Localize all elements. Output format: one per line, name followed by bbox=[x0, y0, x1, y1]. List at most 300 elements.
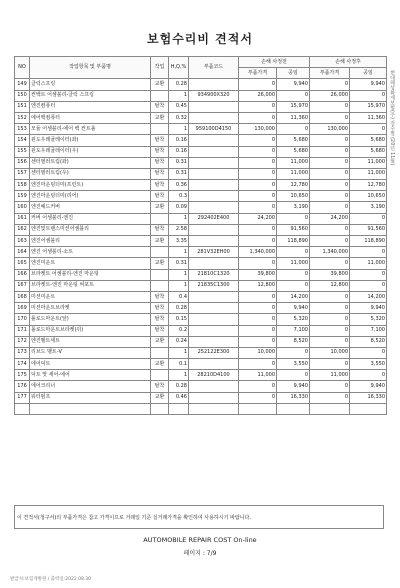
row-part-code: 934900X320 bbox=[189, 90, 239, 101]
row-labor-after bbox=[350, 403, 387, 414]
table-row bbox=[15, 303, 387, 314]
row-no: 173 bbox=[15, 347, 30, 358]
disclaimer-note: 이 견적서(청구서)의 부품가격은 참고 가격이므로 거래일 기준 실거래가격을 확인하여 사용하시기 바랍니다. bbox=[14, 505, 384, 529]
row-work-type: 교환 bbox=[151, 112, 169, 123]
row-part-code: 252122E300 bbox=[189, 347, 239, 358]
row-parts-before: 0 bbox=[239, 79, 277, 90]
row-part-code bbox=[189, 336, 239, 347]
estimate-table bbox=[14, 56, 387, 415]
row-parts-after: 11,000 bbox=[310, 370, 350, 381]
row-parts-before: 11,000 bbox=[239, 370, 277, 381]
row-parts-before: 0 bbox=[239, 303, 277, 314]
row-part-code bbox=[189, 168, 239, 179]
row-item-name: 엔진헤드커버 bbox=[30, 202, 151, 213]
row-work-type bbox=[151, 347, 169, 358]
row-part-code bbox=[189, 392, 239, 403]
row-hqs: 0.31 bbox=[169, 168, 189, 179]
row-labor-after: 0 bbox=[350, 247, 387, 258]
row-parts-after: 0 bbox=[310, 325, 350, 336]
row-parts-after: 24,200 bbox=[310, 213, 350, 224]
row-work-type bbox=[151, 370, 169, 381]
row-labor-after: 9,940 bbox=[350, 381, 387, 392]
row-hqs: 0.16 bbox=[169, 146, 189, 157]
row-hqs: 0.31 bbox=[169, 157, 189, 168]
row-labor-before: 9,940 bbox=[277, 79, 310, 90]
table-row bbox=[15, 224, 387, 235]
row-item-name: 브라켓트-엔진 마운팅 써포트 bbox=[30, 280, 151, 291]
row-hqs: 0.28 bbox=[169, 381, 189, 392]
row-no: 160 bbox=[15, 202, 30, 213]
row-labor-after: 5,680 bbox=[350, 146, 387, 157]
row-item-name: 엔진및트랜스미션어셈블리 bbox=[30, 224, 151, 235]
row-parts-after: 26,000 bbox=[310, 90, 350, 101]
row-work-type: 탈착 bbox=[151, 180, 169, 191]
row-parts-after: 0 bbox=[310, 291, 350, 302]
row-hqs: 0.09 bbox=[169, 202, 189, 213]
row-no: 168 bbox=[15, 291, 30, 302]
row-labor-before: 0 bbox=[277, 90, 310, 101]
row-no: 161 bbox=[15, 213, 30, 224]
row-labor-before: 7,100 bbox=[277, 325, 310, 336]
row-no: 162 bbox=[15, 224, 30, 235]
row-hqs: 0.32 bbox=[169, 112, 189, 123]
row-parts-before: 0 bbox=[239, 112, 277, 123]
row-parts-before: 0 bbox=[239, 236, 277, 247]
row-labor-before: 9,940 bbox=[277, 303, 310, 314]
row-work-type: 교환 bbox=[151, 336, 169, 347]
row-parts-after: 0 bbox=[310, 79, 350, 90]
table-row bbox=[15, 291, 387, 302]
row-labor-before: 0 bbox=[277, 280, 310, 291]
row-item-name: 모듈 어셈블리-에어 백 컨트롤 bbox=[30, 124, 151, 135]
row-work-type: 탈착 bbox=[151, 101, 169, 112]
row-labor-before: 12,780 bbox=[277, 180, 310, 191]
document-title: 보험수리비 견적서 bbox=[147, 32, 253, 46]
row-parts-before: 0 bbox=[239, 202, 277, 213]
row-item-name: 덕트 맛 세어-에어 bbox=[30, 370, 151, 381]
row-parts-before: 39,800 bbox=[239, 269, 277, 280]
row-item-name: 엔진미운트 bbox=[30, 258, 151, 269]
row-labor-after: 12,780 bbox=[350, 180, 387, 191]
table-row bbox=[15, 191, 387, 202]
row-parts-after: 0 bbox=[310, 112, 350, 123]
header-parts-before: 부품가격 bbox=[239, 68, 277, 79]
row-no: 166 bbox=[15, 269, 30, 280]
row-item-name: 엔진벨트세트 bbox=[30, 336, 151, 347]
row-parts-before: 0 bbox=[239, 392, 277, 403]
row-item-name: 엔진마운팅더미(리어) bbox=[30, 191, 151, 202]
row-parts-after: 0 bbox=[310, 381, 350, 392]
row-parts-after: 0 bbox=[310, 168, 350, 179]
table-row bbox=[15, 403, 387, 414]
row-labor-after: 16,330 bbox=[350, 392, 387, 403]
header-hqs: H,Q,% bbox=[169, 57, 189, 79]
row-labor-before: 15,970 bbox=[277, 101, 310, 112]
row-parts-after: 130,000 bbox=[310, 124, 350, 135]
row-work-type: 탈착 bbox=[151, 146, 169, 157]
row-parts-before: 0 bbox=[239, 314, 277, 325]
row-labor-before: 91,560 bbox=[277, 224, 310, 235]
row-no: 170 bbox=[15, 314, 30, 325]
row-parts-before bbox=[239, 403, 277, 414]
row-part-code bbox=[189, 291, 239, 302]
row-hqs: 0.31 bbox=[169, 258, 189, 269]
row-labor-after: 0 bbox=[350, 347, 387, 358]
row-parts-before: 0 bbox=[239, 135, 277, 146]
row-labor-after: 11,000 bbox=[350, 157, 387, 168]
row-item-name: 워터펌프 bbox=[30, 392, 151, 403]
row-part-code bbox=[189, 303, 239, 314]
table-row bbox=[15, 101, 387, 112]
row-labor-after: 11,000 bbox=[350, 258, 387, 269]
row-item-name bbox=[30, 403, 151, 414]
table-row bbox=[15, 157, 387, 168]
row-no: 157 bbox=[15, 168, 30, 179]
row-labor-before: 11,000 bbox=[277, 157, 310, 168]
row-parts-after: 0 bbox=[310, 359, 350, 370]
row-no bbox=[15, 403, 30, 414]
table-row bbox=[15, 392, 387, 403]
row-hqs: 1 bbox=[169, 370, 189, 381]
table-row bbox=[15, 370, 387, 381]
row-part-code bbox=[189, 146, 239, 157]
row-labor-before: 0 bbox=[277, 124, 310, 135]
row-work-type: 탈착 bbox=[151, 168, 169, 179]
row-part-code: 292402E400 bbox=[189, 213, 239, 224]
row-item-name: 윈도우레귤레이터(좌) bbox=[30, 135, 151, 146]
row-item-name: 엔진마운팅더미(프런트) bbox=[30, 180, 151, 191]
table-row bbox=[15, 90, 387, 101]
row-parts-before: 24,200 bbox=[239, 213, 277, 224]
row-labor-before: 0 bbox=[277, 269, 310, 280]
row-work-type: 교환 bbox=[151, 79, 169, 90]
row-labor-before: 11,000 bbox=[277, 258, 310, 269]
row-parts-after: 0 bbox=[310, 180, 350, 191]
row-part-code bbox=[189, 325, 239, 336]
row-hqs: 1 bbox=[169, 280, 189, 291]
table-row bbox=[15, 124, 387, 135]
row-labor-before: 0 bbox=[277, 247, 310, 258]
header-parts-after: 부품가격 bbox=[310, 68, 350, 79]
row-part-code: 959100D4150 bbox=[189, 124, 239, 135]
row-labor-after: 0 bbox=[350, 370, 387, 381]
row-hqs: 1 bbox=[169, 269, 189, 280]
row-item-name: 커버 어셈블리-엔진 bbox=[30, 213, 151, 224]
row-labor-before: 118,890 bbox=[277, 236, 310, 247]
row-no: 165 bbox=[15, 258, 30, 269]
row-item-name: 엔진어셈블리 bbox=[30, 236, 151, 247]
row-part-code bbox=[189, 191, 239, 202]
row-work-type bbox=[151, 247, 169, 258]
row-parts-after: 0 bbox=[310, 236, 350, 247]
row-parts-before: 0 bbox=[239, 258, 277, 269]
table-row bbox=[15, 79, 387, 90]
row-parts-after: 0 bbox=[310, 392, 350, 403]
row-labor-after: 0 bbox=[350, 90, 387, 101]
row-item-name: 센터필러트림(우) bbox=[30, 168, 151, 179]
header-code: 부품코드 bbox=[189, 57, 239, 79]
row-parts-before: 0 bbox=[239, 191, 277, 202]
row-hqs: 0.46 bbox=[169, 392, 189, 403]
table-row bbox=[15, 336, 387, 347]
table-row bbox=[15, 213, 387, 224]
table-row bbox=[15, 112, 387, 123]
row-parts-after: 12,800 bbox=[310, 280, 350, 291]
table-row bbox=[15, 202, 387, 213]
row-parts-before: 0 bbox=[239, 325, 277, 336]
row-part-code bbox=[189, 202, 239, 213]
row-labor-after: 15,970 bbox=[350, 101, 387, 112]
table-row bbox=[15, 381, 387, 392]
row-parts-before: 0 bbox=[239, 101, 277, 112]
table-row bbox=[15, 314, 387, 325]
row-hqs: 3.35 bbox=[169, 236, 189, 247]
row-no: 174 bbox=[15, 359, 30, 370]
row-work-type bbox=[151, 280, 169, 291]
table-row bbox=[15, 359, 387, 370]
row-item-name: 롤로드마운트브라켓(뒤) bbox=[30, 325, 151, 336]
row-parts-after: 39,800 bbox=[310, 269, 350, 280]
row-parts-after: 0 bbox=[310, 191, 350, 202]
row-parts-after: 0 bbox=[310, 224, 350, 235]
row-labor-after: 9,940 bbox=[350, 79, 387, 90]
row-hqs: 0.28 bbox=[169, 303, 189, 314]
row-work-type: 교환 bbox=[151, 392, 169, 403]
row-hqs: 0.3 bbox=[169, 191, 189, 202]
row-no: 159 bbox=[15, 191, 30, 202]
row-item-name: 컨백트 어셈블리-클럭 스프링 bbox=[30, 90, 151, 101]
row-labor-after: 0 bbox=[350, 269, 387, 280]
row-work-type bbox=[151, 90, 169, 101]
row-item-name: 엔진 어셈블리-소트 bbox=[30, 247, 151, 258]
table-row bbox=[15, 180, 387, 191]
row-hqs: 0.36 bbox=[169, 180, 189, 191]
table-row bbox=[15, 280, 387, 291]
row-work-type: 탈착 bbox=[151, 224, 169, 235]
row-part-code: 28210D4100 bbox=[189, 370, 239, 381]
row-parts-before: 0 bbox=[239, 168, 277, 179]
row-parts-after: 0 bbox=[310, 336, 350, 347]
row-labor-after: 3,550 bbox=[350, 359, 387, 370]
row-no: 158 bbox=[15, 180, 30, 191]
row-item-name: 미션미운트 bbox=[30, 291, 151, 302]
table-row bbox=[15, 347, 387, 358]
row-work-type: 탈착 bbox=[151, 157, 169, 168]
row-labor-after: 10,650 bbox=[350, 191, 387, 202]
page-number: 페이지 : 7/9 bbox=[183, 550, 217, 557]
row-no: 175 bbox=[15, 370, 30, 381]
header-labor-after: 공임 bbox=[350, 68, 387, 79]
header-after-adjustment: 손해 사정후 bbox=[310, 57, 387, 68]
row-item-name: 롤로드마운트(앞) bbox=[30, 314, 151, 325]
row-no: 169 bbox=[15, 303, 30, 314]
issuer-note: 발급처:보험개발원 / 출력일:2022.08.30 bbox=[10, 577, 91, 582]
row-parts-before: 26,000 bbox=[239, 90, 277, 101]
header-item: 작업항목 및 부품명 bbox=[30, 57, 151, 79]
row-labor-before: 16,330 bbox=[277, 392, 310, 403]
row-work-type: 교환 bbox=[151, 258, 169, 269]
row-hqs: 0.2 bbox=[169, 325, 189, 336]
row-work-type: 교환 bbox=[151, 359, 169, 370]
row-hqs: 0.1 bbox=[169, 359, 189, 370]
row-labor-before: 5,680 bbox=[277, 135, 310, 146]
row-hqs: 0.45 bbox=[169, 101, 189, 112]
row-labor-before: 11,000 bbox=[277, 168, 310, 179]
side-stamp-text: 현대해상화재보험(주) 검수필 (20년 11월) bbox=[389, 70, 395, 166]
table-row bbox=[15, 269, 387, 280]
row-labor-after: 14,200 bbox=[350, 291, 387, 302]
header-before-adjustment: 손해 사정전 bbox=[239, 57, 310, 68]
row-work-type: 탈착 bbox=[151, 314, 169, 325]
row-no: 164 bbox=[15, 247, 30, 258]
row-item-name: 브라켓트 어셈블리-엔진 마운팅 bbox=[30, 269, 151, 280]
row-no: 155 bbox=[15, 146, 30, 157]
row-part-code bbox=[189, 403, 239, 414]
header-no: NO bbox=[15, 57, 30, 79]
row-no: 149 bbox=[15, 79, 30, 90]
row-item-name: 리브드 벨트-V bbox=[30, 347, 151, 358]
row-labor-before bbox=[277, 403, 310, 414]
row-parts-before: 0 bbox=[239, 291, 277, 302]
row-parts-before: 10,000 bbox=[239, 347, 277, 358]
row-work-type bbox=[151, 124, 169, 135]
row-work-type bbox=[151, 269, 169, 280]
row-labor-before: 3,550 bbox=[277, 359, 310, 370]
row-labor-before: 0 bbox=[277, 213, 310, 224]
row-parts-after: 0 bbox=[310, 146, 350, 157]
table-row bbox=[15, 168, 387, 179]
row-parts-before: 0 bbox=[239, 157, 277, 168]
row-no: 150 bbox=[15, 90, 30, 101]
row-labor-after: 5,320 bbox=[350, 314, 387, 325]
row-parts-before: 0 bbox=[239, 224, 277, 235]
row-work-type: 교환 bbox=[151, 236, 169, 247]
row-part-code bbox=[189, 258, 239, 269]
row-part-code bbox=[189, 314, 239, 325]
row-item-name: 윈도우레귤레이터(우) bbox=[30, 146, 151, 157]
row-no: 171 bbox=[15, 325, 30, 336]
row-work-type bbox=[151, 213, 169, 224]
row-part-code bbox=[189, 180, 239, 191]
row-no: 167 bbox=[15, 280, 30, 291]
row-labor-before: 0 bbox=[277, 370, 310, 381]
table-row bbox=[15, 135, 387, 146]
row-parts-before: 0 bbox=[239, 180, 277, 191]
row-labor-after: 11,360 bbox=[350, 112, 387, 123]
row-work-type bbox=[151, 403, 169, 414]
row-part-code bbox=[189, 101, 239, 112]
row-hqs: 0.4 bbox=[169, 291, 189, 302]
footer-title: AUTOMOBILE REPAIR COST On-line bbox=[143, 536, 257, 544]
row-labor-before: 3,190 bbox=[277, 202, 310, 213]
row-parts-after: 0 bbox=[310, 314, 350, 325]
row-labor-before: 5,680 bbox=[277, 146, 310, 157]
row-no: 163 bbox=[15, 236, 30, 247]
row-hqs: 1 bbox=[169, 90, 189, 101]
table-row bbox=[15, 258, 387, 269]
row-item-name: 에어백컴퓨터 bbox=[30, 112, 151, 123]
row-labor-before: 10,650 bbox=[277, 191, 310, 202]
table-row bbox=[15, 247, 387, 258]
row-item-name: 에어크리너 bbox=[30, 381, 151, 392]
row-work-type: 탈착 bbox=[151, 303, 169, 314]
row-parts-before: 0 bbox=[239, 336, 277, 347]
row-hqs: 0.16 bbox=[169, 135, 189, 146]
row-hqs: 1 bbox=[169, 347, 189, 358]
row-parts-before: 12,800 bbox=[239, 280, 277, 291]
row-no: 177 bbox=[15, 392, 30, 403]
row-parts-before: 0 bbox=[239, 359, 277, 370]
row-part-code bbox=[189, 157, 239, 168]
row-hqs: 2.58 bbox=[169, 224, 189, 235]
row-part-code: 21810C1320 bbox=[189, 269, 239, 280]
row-item-name: 미션마운트브라켓 bbox=[30, 303, 151, 314]
row-parts-after: 0 bbox=[310, 135, 350, 146]
row-parts-after: 10,000 bbox=[310, 347, 350, 358]
row-labor-after: 0 bbox=[350, 124, 387, 135]
table-row bbox=[15, 236, 387, 247]
row-labor-after: 0 bbox=[350, 280, 387, 291]
row-work-type: 교환 bbox=[151, 202, 169, 213]
row-labor-after: 3,190 bbox=[350, 202, 387, 213]
row-labor-after: 91,560 bbox=[350, 224, 387, 235]
row-hqs: 0.28 bbox=[169, 79, 189, 90]
row-hqs bbox=[169, 403, 189, 414]
row-parts-before: 130,000 bbox=[239, 124, 277, 135]
row-no: 154 bbox=[15, 135, 30, 146]
row-part-code bbox=[189, 224, 239, 235]
row-hqs: 1 bbox=[169, 247, 189, 258]
row-work-type: 탈착 bbox=[151, 291, 169, 302]
row-labor-after: 7,100 bbox=[350, 325, 387, 336]
row-labor-after: 9,940 bbox=[350, 303, 387, 314]
row-work-type: 탈착 bbox=[151, 135, 169, 146]
row-part-code bbox=[189, 381, 239, 392]
row-labor-before: 14,200 bbox=[277, 291, 310, 302]
row-part-code bbox=[189, 79, 239, 90]
row-part-code bbox=[189, 359, 239, 370]
table-row bbox=[15, 325, 387, 336]
row-no: 152 bbox=[15, 112, 30, 123]
row-parts-after: 0 bbox=[310, 157, 350, 168]
row-labor-after: 0 bbox=[350, 213, 387, 224]
row-labor-after: 11,000 bbox=[350, 168, 387, 179]
row-labor-after: 118,890 bbox=[350, 236, 387, 247]
header-labor-before: 공임 bbox=[277, 68, 310, 79]
row-no: 156 bbox=[15, 157, 30, 168]
row-part-code bbox=[189, 236, 239, 247]
row-hqs: 0.15 bbox=[169, 314, 189, 325]
row-parts-after: 0 bbox=[310, 303, 350, 314]
row-part-code: 281V32EH00 bbox=[189, 247, 239, 258]
row-labor-before: 0 bbox=[277, 347, 310, 358]
row-no: 151 bbox=[15, 101, 30, 112]
table-row bbox=[15, 146, 387, 157]
row-work-type: 탈착 bbox=[151, 381, 169, 392]
row-labor-before: 9,940 bbox=[277, 381, 310, 392]
row-parts-after: 1,340,000 bbox=[310, 247, 350, 258]
row-parts-after: 0 bbox=[310, 258, 350, 269]
row-part-code bbox=[189, 112, 239, 123]
row-parts-after: 0 bbox=[310, 101, 350, 112]
row-labor-after: 8,520 bbox=[350, 336, 387, 347]
row-labor-before: 8,520 bbox=[277, 336, 310, 347]
row-no: 172 bbox=[15, 336, 30, 347]
row-item-name: 클럭스프링 bbox=[30, 79, 151, 90]
row-parts-before: 0 bbox=[239, 381, 277, 392]
row-item-name: 에어덕트 bbox=[30, 359, 151, 370]
row-item-name: 엔진컴퓨터 bbox=[30, 101, 151, 112]
